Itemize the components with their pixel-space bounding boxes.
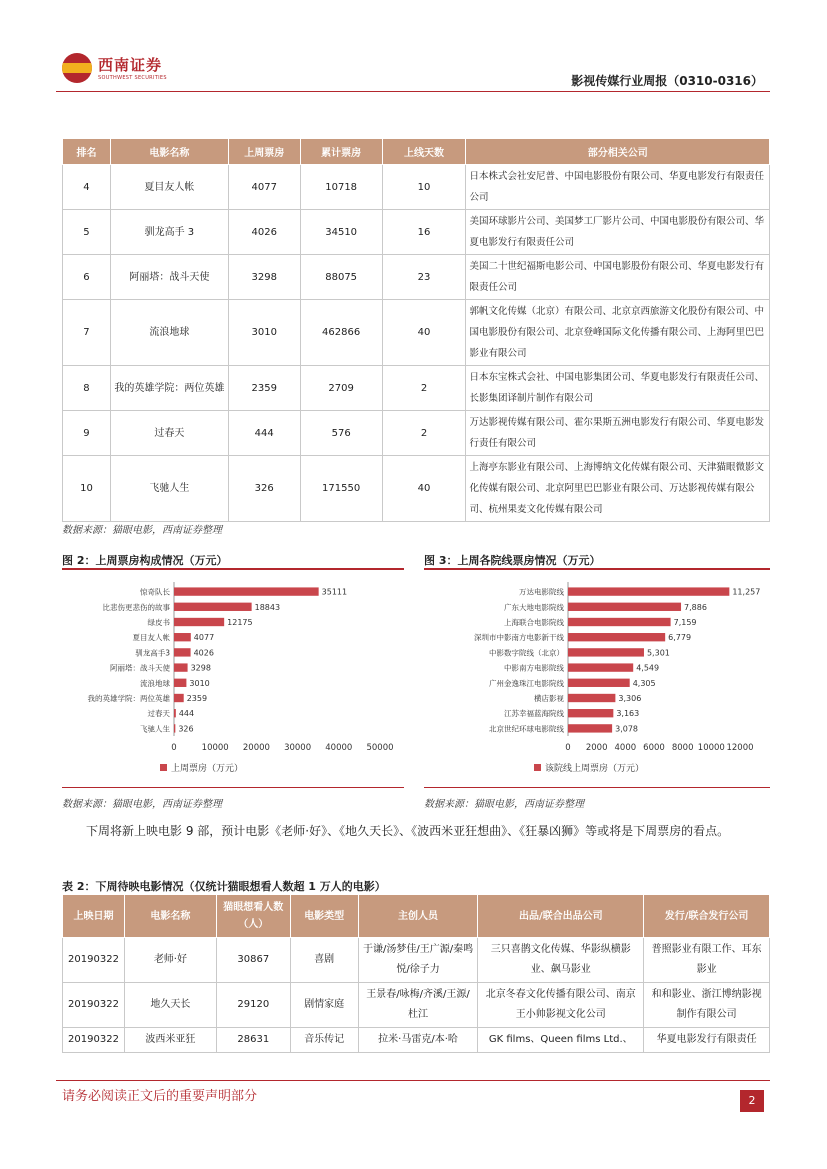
x-tick-label: 12000	[726, 743, 754, 753]
category-label: 夏目友人帐	[132, 633, 170, 643]
bar	[568, 663, 633, 671]
movie-name-cell: 我的英雄学院：两位英雄	[110, 366, 228, 411]
x-tick-label: 2000	[585, 743, 608, 753]
want-count-cell: 28631	[216, 1028, 290, 1053]
x-tick-label: 20000	[242, 743, 270, 753]
logo-subtitle: SOUTHWEST SECURITIES	[98, 75, 167, 81]
table-row	[63, 456, 770, 522]
total-box-cell: 576	[300, 411, 382, 456]
category-label: 万达电影院线	[519, 587, 564, 597]
fig3-title-rule	[424, 568, 770, 570]
fig3-source: 数据来源：猫眼电影，西南证券整理	[424, 799, 584, 810]
x-tick-label: 40000	[325, 743, 353, 753]
bar	[568, 679, 630, 687]
col-header: 电影类型	[290, 895, 358, 938]
data-label: 18843	[254, 602, 281, 612]
release-date-cell: 20190322	[63, 938, 125, 983]
col-header: 上线天数	[382, 139, 466, 165]
total-box-cell: 171550	[300, 456, 382, 522]
release-date-cell: 20190322	[63, 983, 125, 1028]
bar	[568, 618, 671, 626]
bar	[174, 633, 191, 641]
bar	[174, 603, 252, 611]
producer-cell: 三只喜鹊文化传媒、华影纵横影业、飙马影业	[478, 938, 644, 983]
page-number: 2	[740, 1090, 764, 1112]
rank-cell: 4	[63, 165, 111, 210]
data-label: 7,886	[684, 602, 707, 612]
fig3-title: 图 3：上周各院线票房情况（万元）	[424, 554, 601, 567]
fig3-bottom-rule	[424, 787, 770, 788]
x-tick-label: 50000	[366, 743, 394, 753]
data-label: 3298	[190, 663, 211, 673]
table-row	[63, 938, 770, 983]
category-label: 流浪地球	[140, 678, 170, 688]
x-tick-label: 6000	[643, 743, 665, 753]
logo-icon	[62, 53, 92, 83]
category-label: 我的英雄学院：两位英雄	[87, 694, 170, 703]
movie-name-cell: 过春天	[110, 411, 228, 456]
footer-divider	[56, 1080, 770, 1081]
table-row	[63, 411, 770, 456]
rank-cell: 9	[63, 411, 111, 456]
data-label: 3,306	[618, 694, 642, 703]
movie-name-cell: 波西米亚狂	[124, 1028, 216, 1053]
total-box-cell: 34510	[300, 210, 382, 255]
col-header: 猫眼想看人数（人）	[216, 895, 290, 938]
category-label: 北京世纪环球电影院线	[489, 724, 564, 734]
companies-cell: 日本东宝株式会社、中国电影集团公司、华夏电影发行有限责任公司、长影集团译制片制作有限公司	[466, 366, 770, 411]
legend-label: 该院线上周票房（万元）	[545, 764, 645, 774]
category-label: 广州金逸珠江电影院线	[489, 678, 564, 688]
table-row	[63, 300, 770, 366]
report-title: 影视传媒行业周报（0310-0316）	[571, 74, 763, 88]
col-header: 上映日期	[63, 895, 125, 938]
rank-cell: 10	[63, 456, 111, 522]
week-box-cell: 326	[228, 456, 300, 522]
category-label: 驯龙高手3	[135, 648, 170, 658]
bar	[174, 679, 186, 687]
col-header: 排名	[63, 139, 111, 165]
bar	[568, 709, 613, 717]
days-cell: 2	[382, 366, 466, 411]
col-header: 发行/联合发行公司	[644, 895, 770, 938]
want-count-cell: 29120	[216, 983, 290, 1028]
bar	[568, 694, 615, 702]
want-count-cell: 30867	[216, 938, 290, 983]
movie-name-cell: 驯龙高手 3	[110, 210, 228, 255]
category-label: 阿丽塔：战斗天使	[110, 663, 170, 673]
fig2-bottom-rule	[62, 787, 404, 788]
body-paragraph: 下周将新上映电影 9 部，预计电影《老师·好》、《地久天长》、《波西米亚狂想曲》、《狂暴凶狮》等或将是下周票房的看点。	[86, 824, 730, 838]
logo-name: 西南证券	[98, 56, 163, 74]
table2-title: 表 2：下周待映电影情况（仅统计猫眼想看人数超 1 万人的电影）	[62, 880, 386, 893]
fig3-chart	[424, 574, 770, 784]
category-label: 深圳市中影南方电影新干线	[474, 633, 564, 643]
data-label: 4,305	[632, 678, 656, 688]
producer-cell: GK films、Queen films Ltd.、	[478, 1028, 644, 1053]
category-label: 惊奇队长	[140, 587, 170, 597]
companies-cell: 郭帆文化传媒（北京）有限公司、北京京西旅游文化股份有限公司、中国电影股份有限公司、北京登峰国际文化传播有限公司、上海阿里巴巴影业有限公司	[466, 300, 770, 366]
bar	[568, 587, 729, 595]
genre-cell: 喜剧	[290, 938, 358, 983]
data-label: 7,159	[673, 618, 697, 627]
movie-name-cell: 飞驰人生	[110, 456, 228, 522]
fig2-source: 数据来源：猫眼电影，西南证券整理	[62, 799, 222, 810]
companies-cell: 万达影视传媒有限公司、霍尔果斯五洲电影发行有限公司、华夏电影发行责任有限公司	[466, 411, 770, 456]
crew-cell: 于谦/汤梦佳/王广源/秦鸣悦/徐子力	[358, 938, 478, 983]
bar	[174, 694, 184, 702]
week-box-cell: 3010	[228, 300, 300, 366]
upcoming-movies-table	[62, 894, 770, 1053]
data-label: 11,257	[732, 587, 761, 597]
fig2-title: 图 2：上周票房构成情况（万元）	[62, 554, 228, 567]
companies-cell: 美国二十世纪福斯电影公司、中国电影股份有限公司、华夏电影发行有限责任公司	[466, 255, 770, 300]
days-cell: 40	[382, 300, 466, 366]
legend-swatch	[160, 764, 167, 771]
bar	[174, 709, 176, 717]
companies-cell: 上海亭东影业有限公司、上海博纳文化传媒有限公司、天津猫眼微影文化传媒有限公司、北京阿里巴巴影业有限公司、万达影视传媒有限公司、杭州果麦文化传媒有限公司	[466, 456, 770, 522]
data-label: 4077	[193, 633, 215, 643]
table-row	[63, 210, 770, 255]
week-box-cell: 4026	[228, 210, 300, 255]
x-tick-label: 0	[565, 743, 571, 753]
bar	[174, 724, 175, 732]
crew-cell: 拉米·马雷克/本·哈	[358, 1028, 478, 1053]
bar	[568, 603, 681, 611]
bar	[174, 618, 224, 626]
legend-swatch	[534, 764, 541, 771]
header-divider	[56, 91, 770, 92]
table-row	[63, 983, 770, 1028]
week-box-cell: 2359	[228, 366, 300, 411]
category-label: 飞驰人生	[140, 724, 170, 734]
col-header: 主创人员	[358, 895, 478, 938]
rank-cell: 8	[63, 366, 111, 411]
footer-disclaimer: 请务必阅读正文后的重要声明部分	[62, 1089, 258, 1104]
category-label: 广东大地电影院线	[504, 602, 564, 612]
movie-name-cell: 老师·好	[124, 938, 216, 983]
x-tick-label: 10000	[697, 743, 725, 753]
bar	[174, 648, 191, 656]
data-label: 3,163	[616, 709, 640, 719]
rank-cell: 5	[63, 210, 111, 255]
crew-cell: 王景春/咏梅/齐溪/王源/杜江	[358, 983, 478, 1028]
producer-cell: 北京冬春文化传播有限公司、南京王小帅影视文化公司	[478, 983, 644, 1028]
companies-cell: 日本株式会社安尼普、中国电影股份有限公司、华夏电影发行有限责任公司	[466, 165, 770, 210]
movie-name-cell: 夏目友人帐	[110, 165, 228, 210]
bar	[174, 587, 319, 595]
fig2-title-rule	[62, 568, 404, 570]
category-label: 横店影视	[534, 694, 564, 703]
distributor-cell: 华夏电影发行有限责任	[644, 1028, 770, 1053]
week-box-cell: 444	[228, 411, 300, 456]
bar	[568, 648, 644, 656]
days-cell: 10	[382, 165, 466, 210]
days-cell: 16	[382, 210, 466, 255]
days-cell: 23	[382, 255, 466, 300]
total-box-cell: 88075	[300, 255, 382, 300]
col-header: 累计票房	[300, 139, 382, 165]
category-label: 中影数字院线（北京）	[489, 648, 564, 658]
rank-cell: 6	[63, 255, 111, 300]
x-tick-label: 0	[171, 743, 177, 753]
total-box-cell: 2709	[300, 366, 382, 411]
bar	[568, 724, 612, 732]
category-label: 江苏幸福蓝海院线	[504, 709, 564, 719]
table-row	[63, 366, 770, 411]
x-tick-label: 10000	[201, 743, 229, 753]
days-cell: 40	[382, 456, 466, 522]
distributor-cell: 普照影业有限工作、耳东影业	[644, 938, 770, 983]
data-label: 4,549	[636, 663, 660, 673]
category-label: 绿皮书	[147, 618, 170, 627]
release-date-cell: 20190322	[63, 1028, 125, 1053]
col-header: 电影名称	[124, 895, 216, 938]
distributor-cell: 和和影业、浙江博纳影视制作有限公司	[644, 983, 770, 1028]
col-header: 上周票房	[228, 139, 300, 165]
movie-name-cell: 阿丽塔：战斗天使	[110, 255, 228, 300]
col-header: 部分相关公司	[466, 139, 770, 165]
x-tick-label: 4000	[614, 743, 637, 753]
week-box-cell: 4077	[228, 165, 300, 210]
companies-cell: 美国环球影片公司、美国梦工厂影片公司、中国电影股份有限公司、华夏电影发行有限责任公司	[466, 210, 770, 255]
col-header: 出品/联合出品公司	[478, 895, 644, 938]
bar	[568, 633, 665, 641]
category-label: 上海联合电影院线	[504, 618, 564, 627]
category-label: 比悲伤更悲伤的故事	[102, 602, 170, 612]
data-label: 6,779	[668, 633, 692, 643]
data-label: 2359	[186, 694, 208, 703]
table-row	[63, 255, 770, 300]
total-box-cell: 10718	[300, 165, 382, 210]
total-box-cell: 462866	[300, 300, 382, 366]
week-box-cell: 3298	[228, 255, 300, 300]
category-label: 中影南方电影院线	[504, 663, 564, 673]
x-tick-label: 30000	[284, 743, 312, 753]
data-label: 3,078	[615, 724, 639, 734]
table-row	[63, 1028, 770, 1053]
data-label: 3010	[189, 678, 210, 688]
table1-source: 数据来源：猫眼电影，西南证券整理	[62, 525, 222, 536]
genre-cell: 剧情家庭	[290, 983, 358, 1028]
category-label: 过春天	[147, 709, 170, 719]
bar	[174, 663, 188, 671]
data-label: 4026	[193, 648, 214, 658]
data-label: 12175	[227, 618, 253, 627]
genre-cell: 音乐传记	[290, 1028, 358, 1053]
table-row	[63, 165, 770, 210]
box-office-table	[62, 138, 770, 522]
x-tick-label: 8000	[671, 743, 694, 753]
table-header-row	[63, 139, 770, 165]
days-cell: 2	[382, 411, 466, 456]
data-label: 35111	[321, 587, 348, 597]
rank-cell: 7	[63, 300, 111, 366]
data-label: 5,301	[646, 648, 670, 658]
movie-name-cell: 流浪地球	[110, 300, 228, 366]
data-label: 444	[178, 709, 195, 719]
movie-name-cell: 地久天长	[124, 983, 216, 1028]
fig2-chart	[62, 574, 404, 784]
col-header: 电影名称	[110, 139, 228, 165]
data-label: 326	[178, 724, 194, 734]
legend-label: 上周票房（万元）	[171, 764, 244, 774]
table-header-row	[63, 895, 770, 938]
